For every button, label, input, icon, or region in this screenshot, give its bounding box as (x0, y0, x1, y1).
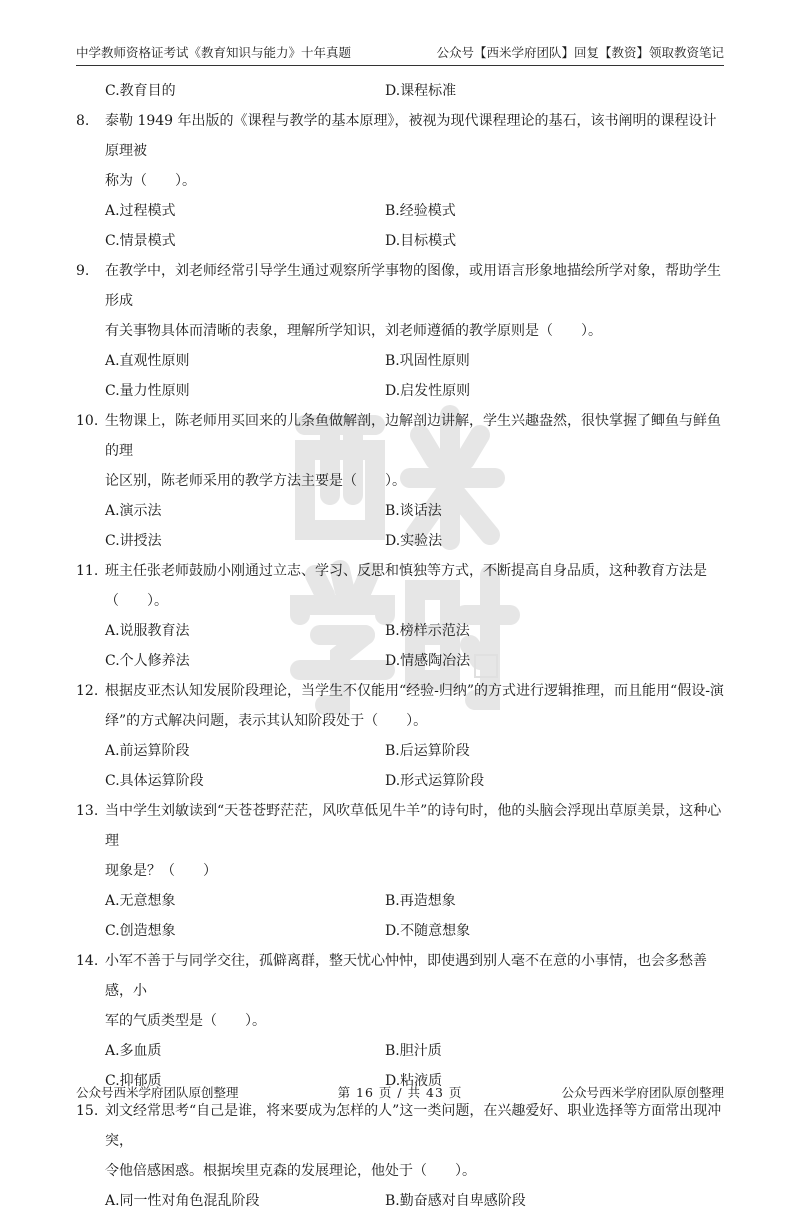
options-row (76, 736, 724, 766)
option-a[interactable]: A.多血质 (105, 1043, 162, 1059)
option-b[interactable]: B.经验模式 (385, 203, 456, 219)
question-stem-cont: 论区别，陈老师采用的教学方法主要是（ ）。 (105, 473, 406, 489)
header-left-title: 中学教师资格证考试《教育知识与能力》十年真题 (76, 45, 352, 60)
page-footer (76, 1083, 724, 1101)
question-stem-cont: 现象是？（ ） (105, 863, 217, 879)
question-11 (76, 556, 724, 676)
options-row (76, 766, 724, 796)
question-stem: 根据皮亚杰认知发展阶段理论，当学生不仅能用“经验-归纳”的方式进行逻辑推理，而且能用“假设-演 (105, 683, 724, 699)
option-d[interactable]: D.形式运算阶段 (385, 773, 485, 789)
option-d[interactable]: D.不随意想象 (385, 923, 471, 939)
option-c[interactable]: C.创造想象 (105, 923, 176, 939)
options-row (76, 376, 724, 406)
option-d[interactable]: D.实验法 (385, 533, 443, 549)
option-a[interactable]: A.直观性原则 (105, 353, 190, 369)
option-d[interactable]: D.情感陶冶法 (385, 653, 471, 669)
question-stem-cont: 令他倍感困惑。根据埃里克森的发展理论，他处于（ ）。 (105, 1163, 476, 1179)
question-stem: 当中学生刘敏读到“天苍苍野茫茫，风吹草低见牛羊”的诗句时，他的头脑会浮现出草原美景，这种心理 (105, 803, 722, 849)
option-c[interactable]: C.具体运算阶段 (105, 773, 204, 789)
footer-right: 公众号西米学府团队原创整理 (561, 1085, 724, 1100)
header-right-note: 公众号【西米学府团队】回复【教资】领取教资笔记 (436, 45, 724, 60)
option-b[interactable]: B.再造想象 (385, 893, 456, 909)
option-a[interactable]: A.同一性对角色混乱阶段 (105, 1193, 260, 1209)
question-stem-cont: 军的气质类型是（ ）。 (105, 1013, 266, 1029)
question-stem: 生物课上，陈老师用买回来的儿条鱼做解剖，边解剖边讲解，学生兴趣盎然，很快掌握了鲫鱼与鲜鱼的理 (105, 413, 721, 459)
option-a[interactable]: A.说服教育法 (105, 623, 190, 639)
question-stem: 在教学中，刘老师经常引导学生通过观察所学事物的图像，或用语言形象地描绘所学对象，帮助学生形成 (105, 263, 721, 309)
question-13 (76, 796, 724, 946)
options-row (76, 226, 724, 256)
question-stem: 泰勒 1949 年出版的《课程与教学的基本原理》，被视为现代课程理论的基石，该书阐明的课程设计原理被 (105, 113, 717, 159)
question-9 (76, 256, 724, 406)
option-c[interactable]: C.抑郁质 (105, 1073, 162, 1089)
options-row (76, 196, 724, 226)
option-d[interactable]: D.启发性原则 (385, 383, 471, 399)
question-stem: 班主任张老师鼓励小刚通过立志、学习、反思和慎独等方式，不断提高自身品质，这种教育方法是（ ）。 (105, 563, 707, 609)
option-a[interactable]: A.过程模式 (105, 203, 176, 219)
options-row (76, 616, 724, 646)
options-row (76, 496, 724, 526)
question-15 (76, 1096, 724, 1216)
options-row (76, 1036, 724, 1066)
option-a[interactable]: A.演示法 (105, 503, 162, 519)
options-row (76, 646, 724, 676)
options-row (76, 76, 724, 106)
question-stem: 刘文经常思考“自己是谁，将来要成为怎样的人”这一类问题，在兴趣爱好、职业选择等方面常出现冲突， (105, 1103, 722, 1149)
question-stem-cont: 称为（ ）。 (105, 173, 196, 189)
question-14 (76, 946, 724, 1096)
question-stem: 小军不善于与同学交往，孤僻离群，整天忧心忡忡，即使遇到别人毫不在意的小事情，也会多愁善感，小 (105, 953, 707, 999)
option-c[interactable]: C.教育目的 (105, 83, 176, 99)
question-number: 13. (76, 803, 99, 819)
option-b[interactable]: B.巩固性原则 (385, 353, 470, 369)
options-row (76, 1186, 724, 1216)
question-stem-cont: 绎”的方式解决问题，表示其认知阶段处于（ ）。 (105, 713, 428, 729)
option-b[interactable]: B.后运算阶段 (385, 743, 470, 759)
option-d[interactable]: D.课程标准 (385, 83, 457, 99)
question-list (76, 76, 724, 1216)
question-number: 14. (76, 953, 99, 969)
question-number: 11. (76, 563, 99, 579)
page-number: 第 16 页 / 共 43 页 (337, 1085, 463, 1100)
option-d[interactable]: D.粘液质 (385, 1073, 443, 1089)
option-d[interactable]: D.目标模式 (385, 233, 457, 249)
footer-left: 公众号西米学府团队原创整理 (76, 1085, 239, 1100)
question-stem-cont: 有关事物具体而清晰的表象，理解所学知识，刘老师遵循的教学原则是（ ）。 (105, 323, 602, 339)
option-a[interactable]: A.前运算阶段 (105, 743, 190, 759)
question-number: 8. (76, 113, 90, 129)
question-number: 9. (76, 263, 90, 279)
question-8 (76, 106, 724, 256)
option-b[interactable]: B.谈话法 (385, 503, 442, 519)
question-number: 15. (76, 1103, 99, 1119)
options-row (76, 886, 724, 916)
question-number: 12. (76, 683, 99, 699)
option-b[interactable]: B.胆汁质 (385, 1043, 442, 1059)
option-b[interactable]: B.榜样示范法 (385, 623, 470, 639)
page-header (76, 40, 724, 66)
option-c[interactable]: C.个人修养法 (105, 653, 190, 669)
option-b[interactable]: B.勤奋感对自卑感阶段 (385, 1193, 526, 1209)
option-c[interactable]: C.量力性原则 (105, 383, 190, 399)
option-a[interactable]: A.无意想象 (105, 893, 176, 909)
options-row (76, 916, 724, 946)
question-number: 10. (76, 413, 99, 429)
option-c[interactable]: C.情景模式 (105, 233, 176, 249)
question-10 (76, 406, 724, 556)
options-row (76, 346, 724, 376)
question-12 (76, 676, 724, 796)
option-c[interactable]: C.讲授法 (105, 533, 162, 549)
options-row (76, 526, 724, 556)
